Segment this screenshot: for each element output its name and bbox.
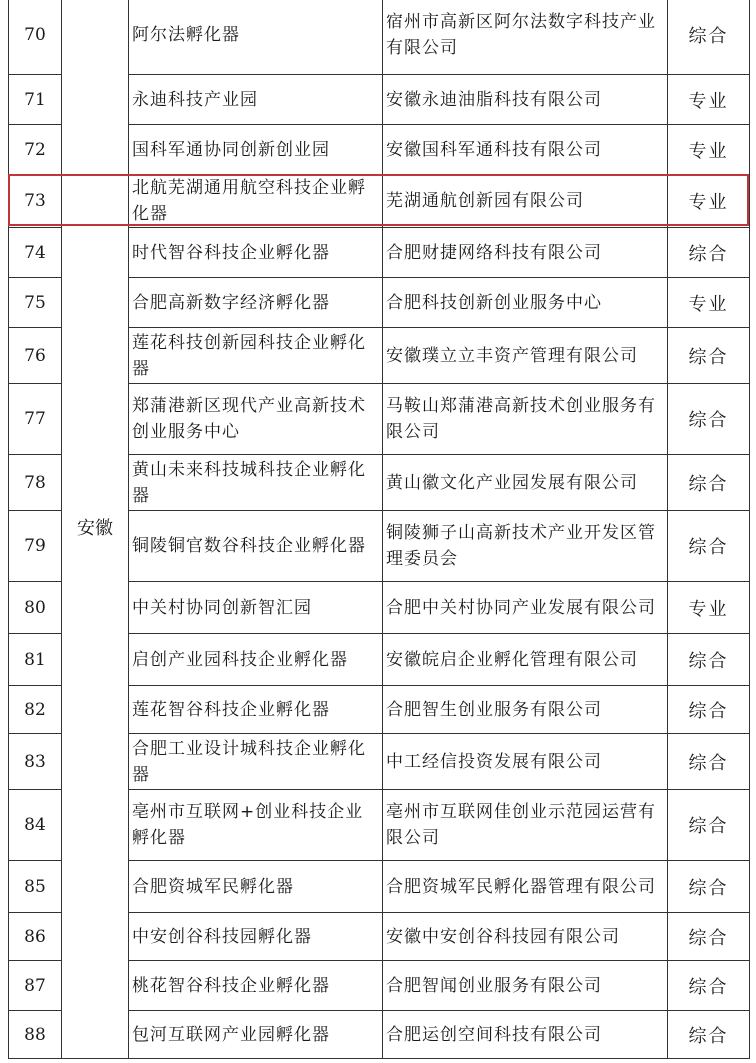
operating-organization: 宿州市高新区阿尔法数字科技产业有限公司 bbox=[383, 0, 668, 75]
row-number: 81 bbox=[9, 634, 62, 686]
province-cell: 安徽 bbox=[62, 0, 129, 1059]
row-number: 79 bbox=[9, 511, 62, 582]
row-number: 85 bbox=[9, 861, 62, 913]
row-number: 84 bbox=[9, 790, 62, 861]
operating-organization: 安徽永迪油脂科技有限公司 bbox=[383, 75, 668, 125]
row-number: 78 bbox=[9, 455, 62, 511]
incubator-name: 合肥高新数字经济孵化器 bbox=[129, 278, 383, 328]
incubator-type: 综合 bbox=[668, 228, 750, 278]
incubator-name: 中关村协同创新智汇园 bbox=[129, 582, 383, 634]
operating-organization: 合肥科技创新创业服务中心 bbox=[383, 278, 668, 328]
row-number: 86 bbox=[9, 913, 62, 961]
incubator-type: 综合 bbox=[668, 861, 750, 913]
incubator-table bbox=[8, 0, 750, 1059]
operating-organization: 合肥智闻创业服务有限公司 bbox=[383, 961, 668, 1011]
incubator-type: 专业 bbox=[668, 175, 750, 228]
row-number: 87 bbox=[9, 961, 62, 1011]
incubator-type: 综合 bbox=[668, 384, 750, 455]
incubator-name: 郑蒲港新区现代产业高新技术创业服务中心 bbox=[129, 384, 383, 455]
incubator-type: 专业 bbox=[668, 278, 750, 328]
operating-organization: 合肥智生创业服务有限公司 bbox=[383, 686, 668, 734]
incubator-name: 桃花智谷科技企业孵化器 bbox=[129, 961, 383, 1011]
incubator-type: 综合 bbox=[668, 634, 750, 686]
row-number: 83 bbox=[9, 734, 62, 790]
row-number: 73 bbox=[9, 175, 62, 228]
operating-organization: 合肥财捷网络科技有限公司 bbox=[383, 228, 668, 278]
row-number: 70 bbox=[9, 0, 62, 75]
incubator-type: 综合 bbox=[668, 734, 750, 790]
operating-organization: 亳州市互联网佳创业示范园运营有限公司 bbox=[383, 790, 668, 861]
incubator-name: 黄山未来科技城科技企业孵化器 bbox=[129, 455, 383, 511]
incubator-type: 专业 bbox=[668, 582, 750, 634]
incubator-name: 合肥工业设计城科技企业孵化器 bbox=[129, 734, 383, 790]
row-number: 77 bbox=[9, 384, 62, 455]
incubator-type: 综合 bbox=[668, 511, 750, 582]
incubator-type: 综合 bbox=[668, 1011, 750, 1059]
row-number: 80 bbox=[9, 582, 62, 634]
incubator-type: 综合 bbox=[668, 686, 750, 734]
row-number: 72 bbox=[9, 125, 62, 175]
incubator-name: 铜陵铜官数谷科技企业孵化器 bbox=[129, 511, 383, 582]
incubator-name: 莲花科技创新园科技企业孵化器 bbox=[129, 328, 383, 384]
operating-organization: 合肥中关村协同产业发展有限公司 bbox=[383, 582, 668, 634]
row-number: 71 bbox=[9, 75, 62, 125]
incubator-type: 综合 bbox=[668, 328, 750, 384]
operating-organization: 合肥资城军民孵化器管理有限公司 bbox=[383, 861, 668, 913]
operating-organization: 安徽皖启企业孵化管理有限公司 bbox=[383, 634, 668, 686]
incubator-name: 时代智谷科技企业孵化器 bbox=[129, 228, 383, 278]
incubator-name: 北航芜湖通用航空科技企业孵化器 bbox=[129, 175, 383, 228]
incubator-name: 合肥资城军民孵化器 bbox=[129, 861, 383, 913]
incubator-name: 亳州市互联网+创业科技企业孵化器 bbox=[129, 790, 383, 861]
table-body bbox=[9, 0, 750, 1059]
operating-organization: 安徽国科军通科技有限公司 bbox=[383, 125, 668, 175]
operating-organization: 安徽璞立立丰资产管理有限公司 bbox=[383, 328, 668, 384]
incubator-type: 专业 bbox=[668, 125, 750, 175]
operating-organization: 芜湖通航创新园有限公司 bbox=[383, 175, 668, 228]
incubator-name: 莲花智谷科技企业孵化器 bbox=[129, 686, 383, 734]
incubator-type: 综合 bbox=[668, 961, 750, 1011]
operating-organization: 黄山徽文化产业园发展有限公司 bbox=[383, 455, 668, 511]
operating-organization: 铜陵狮子山高新技术产业开发区管理委员会 bbox=[383, 511, 668, 582]
incubator-type: 综合 bbox=[668, 913, 750, 961]
incubator-name: 启创产业园科技企业孵化器 bbox=[129, 634, 383, 686]
row-number: 74 bbox=[9, 228, 62, 278]
operating-organization: 中工经信投资发展有限公司 bbox=[383, 734, 668, 790]
incubator-name: 阿尔法孵化器 bbox=[129, 0, 383, 75]
operating-organization: 合肥运创空间科技有限公司 bbox=[383, 1011, 668, 1059]
operating-organization: 安徽中安创谷科技园有限公司 bbox=[383, 913, 668, 961]
row-number: 75 bbox=[9, 278, 62, 328]
operating-organization: 马鞍山郑蒲港高新技术创业服务有限公司 bbox=[383, 384, 668, 455]
row-number: 82 bbox=[9, 686, 62, 734]
row-number: 88 bbox=[9, 1011, 62, 1059]
row-number: 76 bbox=[9, 328, 62, 384]
table-row bbox=[9, 0, 750, 75]
incubator-name: 永迪科技产业园 bbox=[129, 75, 383, 125]
incubator-type: 综合 bbox=[668, 790, 750, 861]
incubator-name: 国科军通协同创新创业园 bbox=[129, 125, 383, 175]
incubator-type: 综合 bbox=[668, 0, 750, 75]
incubator-type: 综合 bbox=[668, 455, 750, 511]
incubator-name: 中安创谷科技园孵化器 bbox=[129, 913, 383, 961]
incubator-type: 专业 bbox=[668, 75, 750, 125]
incubator-name: 包河互联网产业园孵化器 bbox=[129, 1011, 383, 1059]
